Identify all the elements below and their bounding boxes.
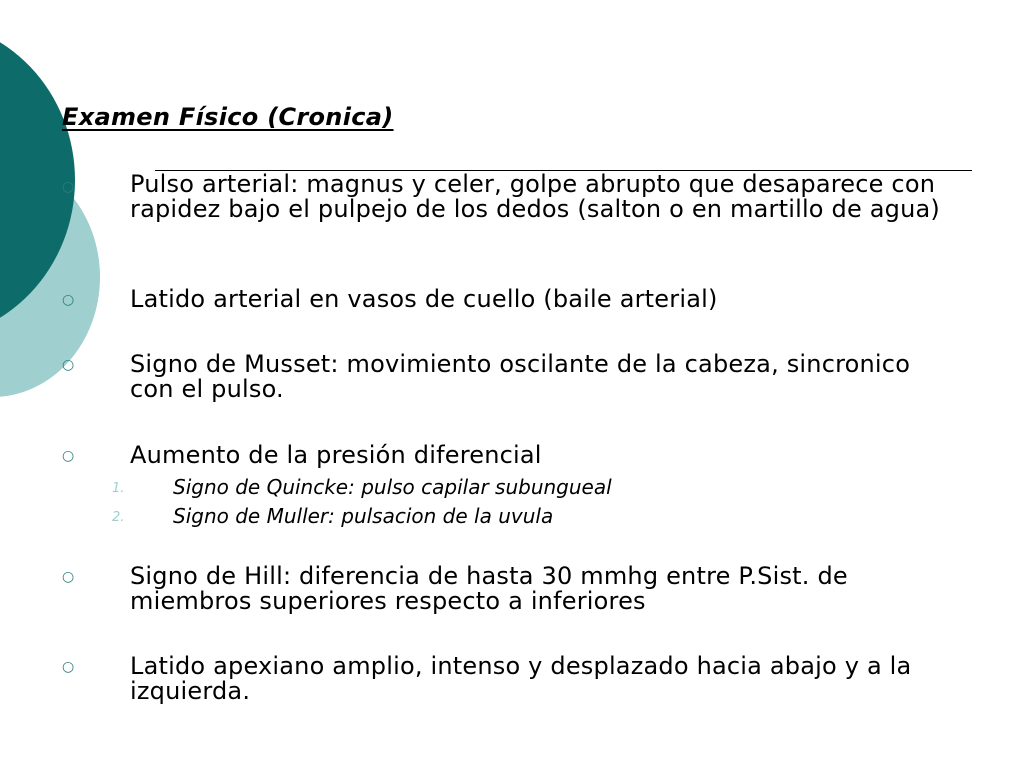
hollow-circle-bullet-icon: ○ <box>62 179 75 195</box>
list-item: Aumento de la presión diferencial <box>130 441 542 469</box>
list-item: Pulso arterial: magnus y celer, golpe abrupto que desaparece con rapidez bajo el pulpejo de los dedos (salton o en martillo de agua) <box>130 170 940 223</box>
sub-list-item: Signo de Muller: pulsacion de la uvula <box>173 504 554 528</box>
hollow-circle-bullet-icon: ○ <box>62 569 75 585</box>
hollow-circle-bullet-icon: ○ <box>62 357 75 373</box>
slide-title: Examen Físico (Cronica) <box>62 103 394 131</box>
list-item: Latido arterial en vasos de cuello (baile arterial) <box>130 285 718 313</box>
hollow-circle-bullet-icon: ○ <box>62 448 75 464</box>
list-item: Signo de Hill: diferencia de hasta 30 mmhg entre P.Sist. de miembros superiores respecto a inferiores <box>130 562 848 615</box>
subitem-number: 2. <box>112 510 125 525</box>
list-item: Latido apexiano amplio, intenso y desplazado hacia abajo y a la izquierda. <box>130 652 912 705</box>
subitem-number: 1. <box>112 481 125 496</box>
hollow-circle-bullet-icon: ○ <box>62 659 75 675</box>
hollow-circle-bullet-icon: ○ <box>62 292 75 308</box>
list-item: Signo de Musset: movimiento oscilante de la cabeza, sincronico con el pulso. <box>130 350 911 403</box>
sub-list-item: Signo de Quincke: pulso capilar subungueal <box>173 475 612 499</box>
